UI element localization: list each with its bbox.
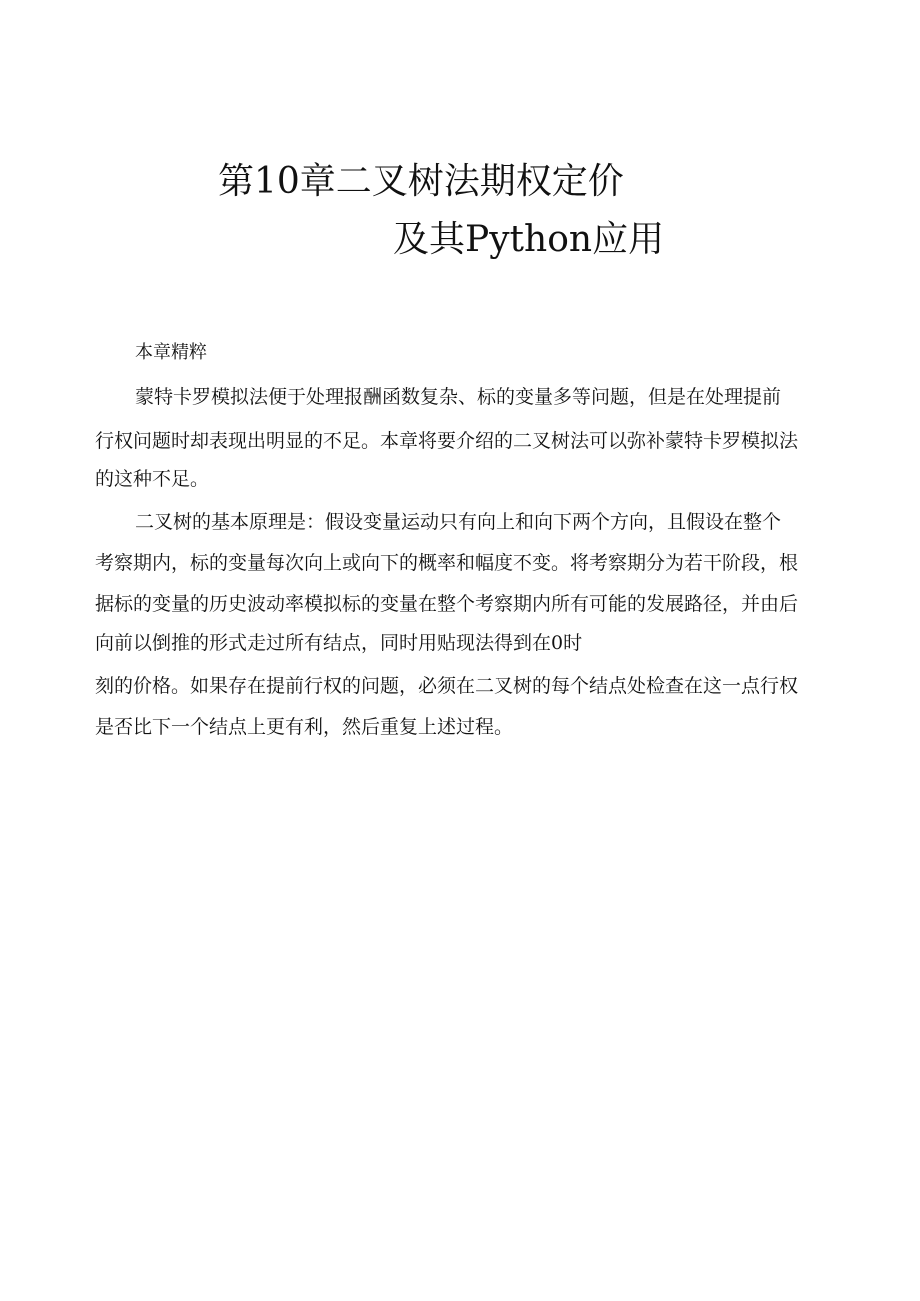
paragraph-1-line-2: 行权问题时却表现出明显的不足。本章将要介绍的二叉树法可以弥补蒙特卡罗模拟法 — [95, 430, 799, 452]
paragraph-2-line-2: 考察期内，标的变量每次向上或向下的概率和幅度不变。将考察期分为若干阶段，根 — [95, 552, 799, 574]
paragraph-2-line-4: 向前以倒推的形式走过所有结点，同时用贴现法得到在0时 — [95, 632, 583, 654]
chapter-title-line-2: 及其Python应用 — [393, 219, 665, 260]
section-heading: 本章精粹 — [135, 342, 207, 363]
paragraph-2-line-5: 刻的价格。如果存在提前行权的问题，必须在二叉树的每个结点处检查在这一点行权 — [95, 675, 799, 697]
paragraph-2-line-3: 据标的变量的历史波动率模拟标的变量在整个考察期内所有可能的发展路径，并由后 — [95, 593, 799, 615]
chapter-title-line-1: 第10章二叉树法期权定价 — [218, 161, 624, 202]
paragraph-2-line-1: 二叉树的基本原理是：假设变量运动只有向上和向下两个方向，且假设在整个 — [135, 511, 782, 533]
paragraph-1-line-1: 蒙特卡罗模拟法便于处理报酬函数复杂、标的变量多等问题，但是在处理提前 — [135, 386, 782, 408]
paragraph-1-line-3: 的这种不足。 — [95, 468, 210, 490]
paragraph-2-line-6: 是否比下一个结点上更有利，然后重复上述过程。 — [95, 716, 514, 738]
